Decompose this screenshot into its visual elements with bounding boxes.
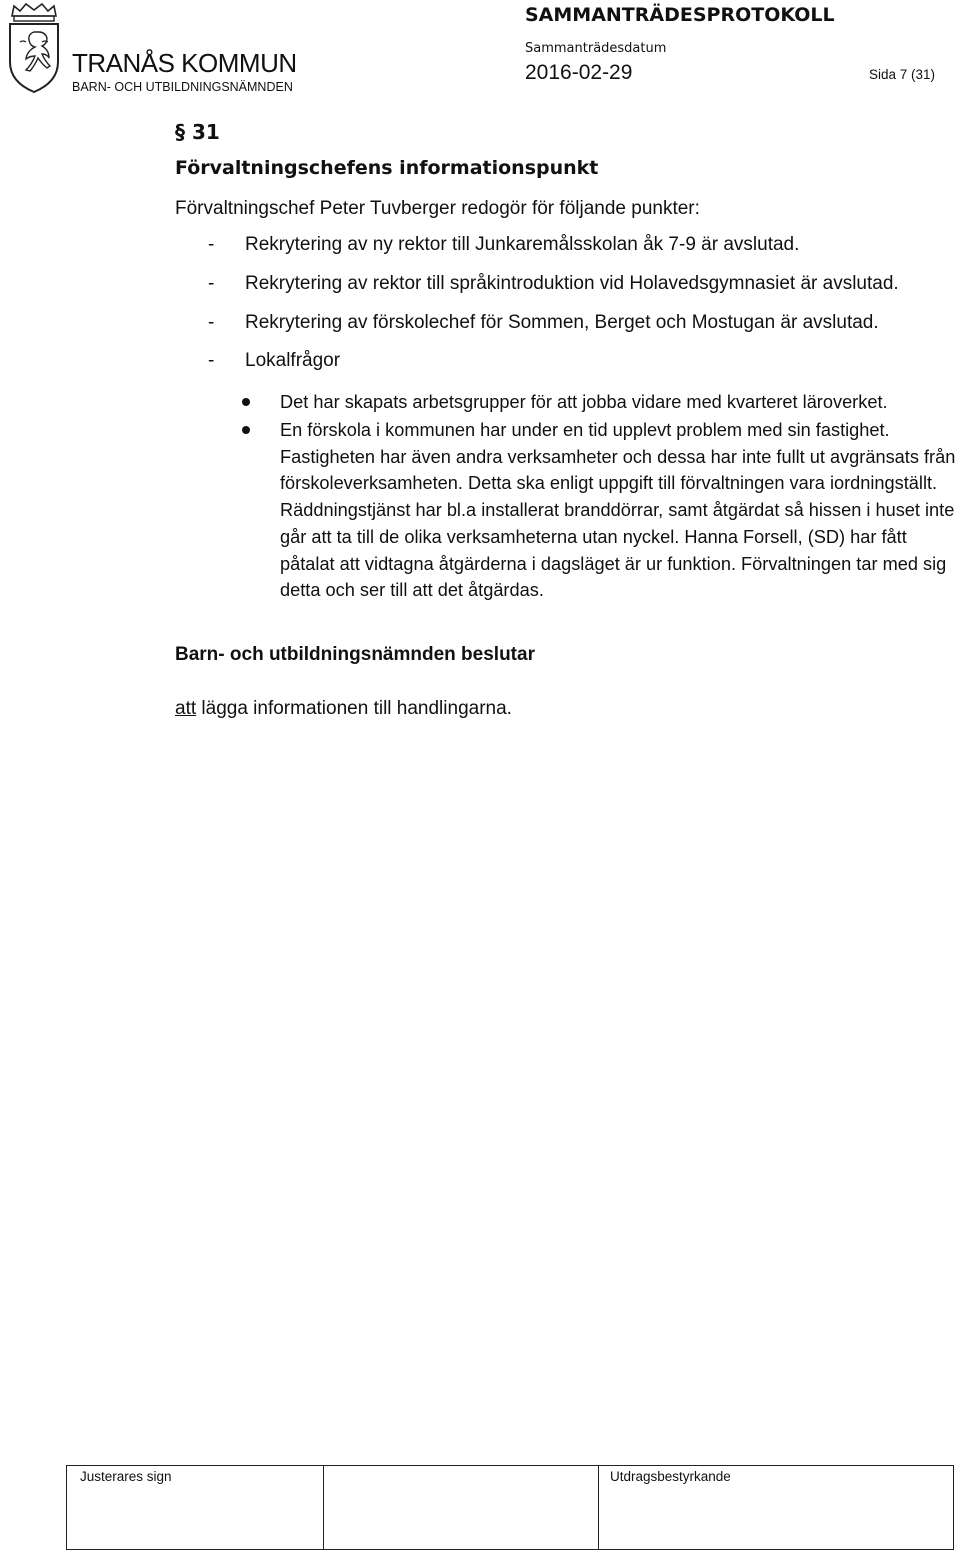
dash-list-item-text: Rekrytering av ny rektor till Junkaremålsskolan åk 7-9 är avslutad. <box>245 234 800 255</box>
page-number: Sida 7 (31) <box>869 67 936 82</box>
decision-keyword: att <box>175 698 197 719</box>
dash-list-item: - Rekrytering av rektor till språkintroduktion vid Holavedsgymnasiet är avslutad. <box>208 273 899 294</box>
paragraph-number: § 31 <box>175 120 220 144</box>
decision-title: Barn- och utbildningsnämnden beslutar <box>175 644 535 665</box>
section-heading: Förvaltningschefens informationspunkt <box>175 157 599 179</box>
org-subtitle: BARN- OCH UTBILDNINGSNÄMNDEN <box>72 80 293 94</box>
dash-list-item: - Rekrytering av ny rektor till Junkaremålsskolan åk 7-9 är avslutad. <box>208 234 800 255</box>
decision-body: lägga informationen till handlingarna. <box>196 698 512 719</box>
dash-list-item-text: Rekrytering av rektor till språkintroduktion vid Holavedsgymnasiet är avslutad. <box>245 273 899 294</box>
org-name: TRANÅS KOMMUN <box>72 48 297 78</box>
decision-text <box>175 698 512 720</box>
dash-list-item: - Rekrytering av förskolechef för Sommen, Berget och Mostugan är avslutad. <box>208 312 879 333</box>
municipal-crest-icon <box>6 2 62 94</box>
extract-certification-box <box>598 1465 954 1550</box>
dash-list-item-text: Rekrytering av förskolechef för Sommen, Berget och Mostugan är avslutad. <box>245 312 879 333</box>
document-title: SAMMANTRÄDESPROTOKOLL <box>525 4 835 26</box>
bullet-dot-icon <box>242 398 250 406</box>
adjuster-sign-label: Justerares sign <box>80 1469 172 1484</box>
bullet-dot-icon <box>242 426 250 434</box>
bullet-item: Det har skapats arbetsgrupper för att jobba vidare med kvarteret läroverket. <box>280 392 888 412</box>
dash-list-item: - Lokalfrågor <box>208 350 341 371</box>
adjuster-sign-box <box>66 1465 324 1550</box>
adjuster-sign-box <box>323 1465 599 1550</box>
dash-list-item-text: Lokalfrågor <box>245 350 341 371</box>
meeting-date-label: Sammanträdesdatum <box>525 41 667 56</box>
extract-certification-label: Utdragsbestyrkande <box>610 1469 731 1484</box>
bullet-item: En förskola i kommunen har under en tid upplevt problem med sin fastighet. Fastigheten har även andra verksamheter och dessa har inte fullt ut avgränsats från förskoleverksamheten. Detta ska enligt uppgift till förvaltningen vara iordningställt. Räddningstjänst har bl.a installerat branddörrar, samt åtgärdat så hissen i huset inte går att ta till de olika verksamheterna utan nyckel. Hanna Forsell, (SD) har fått påtalat att vidtagna åtgärderna i dagsläget är ur funktion. Förvaltningen tar med sig detta och ser till att det åtgärdas. <box>280 420 956 601</box>
meeting-date-value: 2016-02-29 <box>525 61 633 84</box>
section-intro: Förvaltningschef Peter Tuvberger redogör för följande punkter: <box>175 198 700 219</box>
